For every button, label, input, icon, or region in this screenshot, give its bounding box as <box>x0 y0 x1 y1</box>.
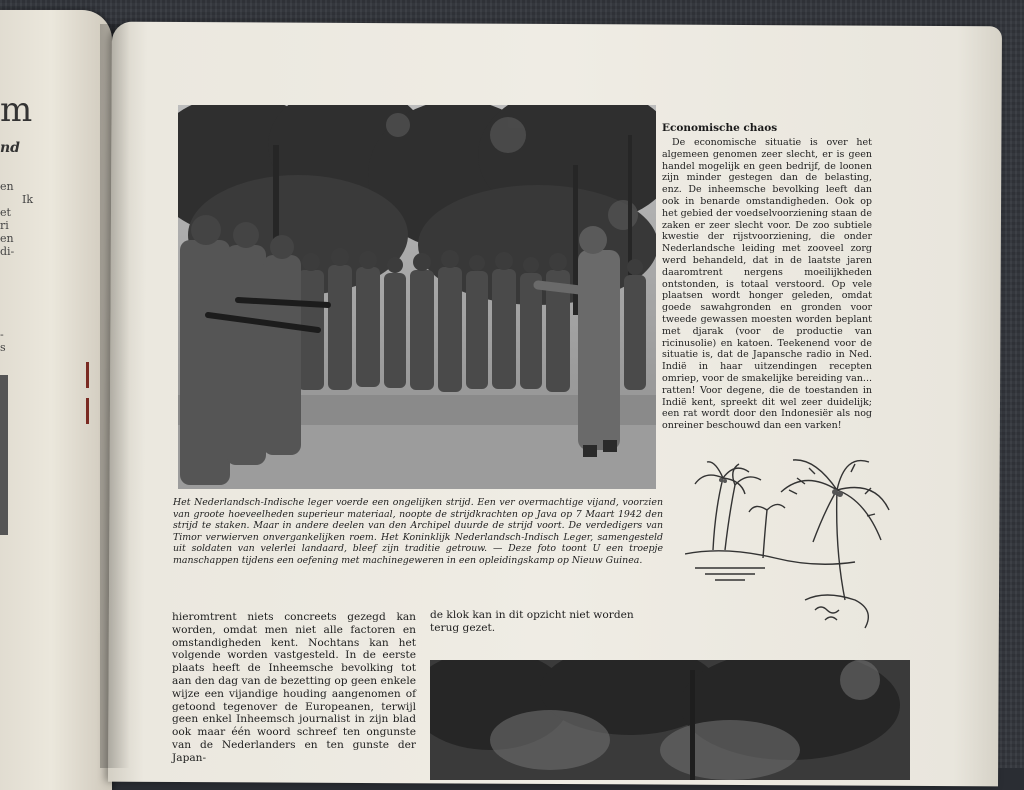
left-page-text-fragment: en <box>0 232 14 245</box>
left-page-text-fragment: Ik <box>22 193 34 206</box>
palm-tree-landscape-icon <box>685 450 895 630</box>
soldiers-training-photo-icon <box>178 105 656 489</box>
bottom-photo <box>430 660 910 780</box>
staple-bottom <box>86 398 89 424</box>
jungle-photo-icon <box>430 660 910 780</box>
left-page-text-fragment: et <box>0 206 11 219</box>
left-page-text-fragment: - <box>0 328 4 341</box>
palm-tree-illustration <box>685 450 895 630</box>
gutter-shadow <box>100 24 130 768</box>
left-page-title-fragment: m <box>0 90 33 130</box>
left-page-text-fragment: ri <box>0 219 9 232</box>
article-bottom-left-column: hieromtrent niets concreets gezegd kan worden, omdat men niet alle factoren en omstandigheden kent. Nochtans kan het volgende worden vastgesteld. In de eerste plaats heeft de Inheemsche bevolking tot aan den dag van de bezetting op geen enkele wijze een vijandige houding aangenomen of getoond tegenover de Europeanen, terwijl geen enkel Inheemsch journalist in zijn blad ook maar één woord schreef ten ongunste van de Nederlanders en ten gunste der Japan- <box>172 611 416 764</box>
article-bottom-right-column: de klok kan in dit opzicht niet worden terug gezet. <box>430 609 634 634</box>
left-page-subtitle-fragment: nd <box>0 140 20 156</box>
left-page-text-fragment: di- <box>0 245 15 258</box>
left-page <box>0 10 112 790</box>
soldiers-photo <box>178 105 656 489</box>
photo-caption: Het Nederlandsch-Indische leger voerde een ongelijken strijd. Een ver overmachtige vijand, voorzien van groote hoeveelheden superieur materiaal, noopte de strijdkrachten op Java op 7 Maart 1942 den strijd te staken. Maar in andere deelen van den Archipel duurde de strijd voort. De verdedigers van Timor verwierven onvergankelijken roem. Het Koninklijk Nederlandsch-Indisch Leger, samengesteld uit soldaten van velerlei landaard, bleef zijn traditie getrouw. — Deze foto toont U een troepje manschappen tijdens een oefening met machinegeweren in een opleidingskamp op Nieuw Guinea. <box>173 497 663 566</box>
left-page-photo-edge <box>0 375 8 535</box>
section-heading: Economische chaos <box>662 122 778 134</box>
left-page-text-fragment: s <box>0 341 6 354</box>
staple-top <box>86 362 89 388</box>
left-page-text-fragment: en <box>0 180 14 193</box>
article-right-column: De economische situatie is over het algemeen genomen zeer slecht, er is geen handel mogelijk en geen bedrijf, de loonen zijn minder gestegen dan de belasting, enz. De inheemsche bevolking leeft dan ook in benarde omstandigheden. Ook op het gebied der voedselvoorziening staan de zaken er zeer slecht voor. De zoo subtiele kwestie der rijstvoorziening, die onder Nederlandsche leiding met zooveel zorg werd behandeld, dat in de laatste jaren daaromtrent nergens moeilijkheden ontstonden, is totaal verstoord. Op vele plaatsen wordt honger geleden, omdat goede sawahgronden en gronden voor tweede gewassen moesten worden beplant met djarak (voor de productie van ricinusolie) en katoen. Teekenend voor de situatie is, dat de Japansche radio in Ned. Indië in haar uitzendingen recepten omriep, voor de smakelijke bereiding van... ratten! Voor degene, die de toestanden in Indië kent, spreekt dit wel zeer duidelijk; een rat wordt door den Indonesiër als nog onreiner beschouwd dan een varken! <box>662 137 872 432</box>
